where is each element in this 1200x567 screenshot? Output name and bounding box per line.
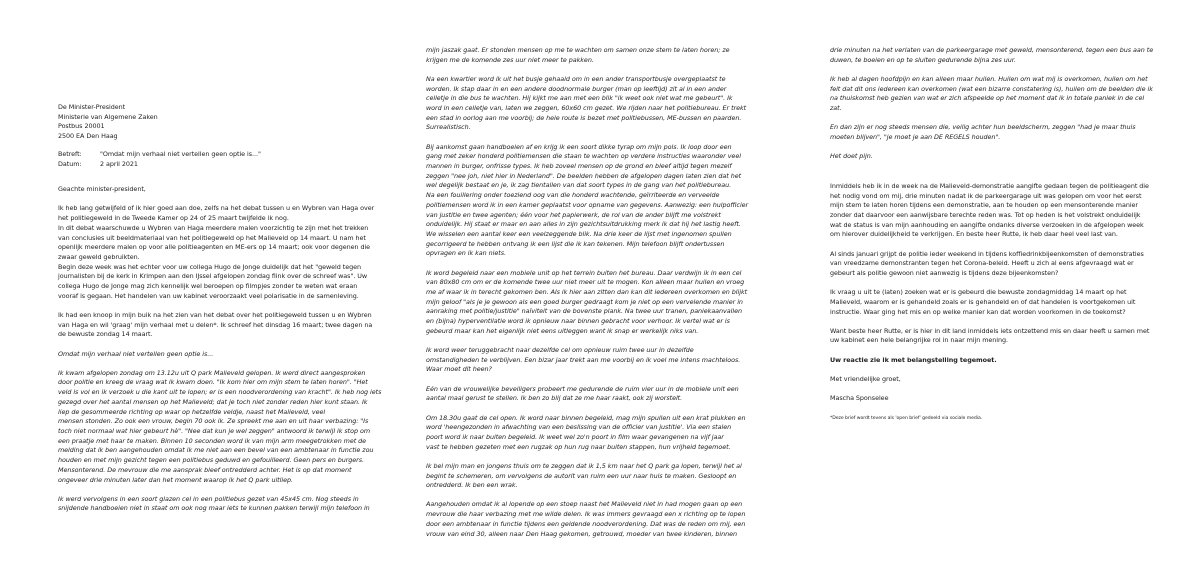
letter-paragraph: Bij aankomst gaan handboeien af en krijg ik een soort dikke tyrap om mijn pols. Ik loop door een gang met zeker honderd politiemensen die staan te wachten op verdere instructies waaronder veel mannen in burger, onfrisse types. Ik heb zoveel mensen op de grond en bleef altijd tegen mezelf zeggen "nee joh, niet hier in Nederland". De beelden hebben de afgelopen dagen laten zien dat het wel degelijk bestaat en je, ik zag tientallen van dat soort types in de gang van het politiebureau. Na een fouillering onder toeziend oog van die honderd wachtende, geïrriteerde en verveelde politiemensen word ik in een kamer geplaatst voor opname van gegevens. Aanwezig: een hulpofficier van justitie en twee agenten; één voor het papierwerk, de rol van de ander blijft me volstrekt onduidelijk. Hij staat er maar en aan alles in zijn gezichtsuitdrukking merk ik dat hij het lastig heeft. We wisselen een aantal keer een veelzeggende blik. Na drie keer de lijst met ingenomen spullen gecorrigeerd te hebben ontvang ik een lijst die ik kan tekenen. Mijn telefoon blijft ondertussen opvragen en ik kan niets. <box>426 142 749 258</box>
page-3-paragraphs <box>830 46 1170 404</box>
subject-value: "Omdat mijn verhaal niet vertellen geen optie is..." <box>100 149 261 158</box>
letter-paragraph: Het doet pijn. <box>830 152 873 161</box>
recipient-address: De Minister-President Ministerie van Algemene Zaken Postbus 20001 2500 EA Den Haag <box>58 103 158 141</box>
letter-paragraph: Ik heb lang getwijfeld of ik hier goed aan doe, zelfs na het debat tussen u en Wybren van Haga over het politiegeweld in de Tweede Kamer op 24 of 25 maart twijfelde ik nog. In dit debat waarschuwde u Wybren van Haga meerdere malen voorzichtig te zijn met het trekken van conclusies uit beeldmateriaal van het politiegeweld op het Malieveld op 14 maart. U nam het openlijk meerdere malen op voor alle politieagenten en ME-ers op 14 maart; ook voor degenen die zwaar geweld gebruikten. Begin deze week was het echter voor uw collega Hugo de Jonge duidelijk dat het "geweld tegen journalisten bij de kerk in Krimpen aan den IJssel afgelopen zondag flink over de schreef was". Uw collega Hugo de Jonge mag zich kennelijk wel beroepen op filmpjes zonder te weten wat eraan vooraf is gegaan. Het handelen van uw kabinet veroorzaakt veel polarisatie in de samenleving. <box>58 204 375 300</box>
letter-paragraph: Want beste heer Rutte, er is hier in dit land inmiddels iets ontzettend mis en daar heeft u samen met uw kabinet een hele belangrijke rol in naar mijn mening. <box>830 326 1150 345</box>
date-label: Datum: <box>58 159 82 168</box>
letter-paragraph: Ik word weer teruggebracht naar dezelfde cel om opnieuw ruim twee uur in dezelfde omstandigheden te verblijven. Een bizar jaar trekt aan me voorbij en ik voel me intens machteloos. Waar moet dit heen? <box>426 345 741 374</box>
letter-paragraph: Ik vraag u uit te (laten) zoeken wat er is gebeurd die bewuste zondagmiddag 14 maart op het Malieveld, waarom er is gehandeld zoals er is gehandeld en of dat handelen is voortgekomen uit instructie. Waar ging het mis en op welke manier kan dat worden voorkomen in de toekomst? <box>830 288 1136 316</box>
letter-paragraph: Na een kwartier word ik uit het busje gehaald om in een ander transportbusje overgeplaatst te worden. Ik stap daar in en een andere doodnormale burger (man op leeftijd) zit al in een ander celletje in die bus te wachten. Hij kijkt me aan met een blik "ik weet ook niet wat me gebeurt". Ik word in een celletje van, laten we zeggen, 60x60 cm gezet. We rijden naar het politiebureau. Er trekt een stad in oorlog aan me voorbij; de hele route is bezet met politiebussen, ME-bussen en paarden. Surrealistisch. <box>426 74 747 132</box>
letter-meta <box>58 150 396 169</box>
letter-paragraph: Mascha Sponselee <box>830 394 889 403</box>
letter-paragraph: Ik heb al dagen hoofdpijn en kan alleen maar huilen. Huilen om wat mij is overkomen, huilen om het feit dat dit ons iedereen kan overkomen (wat een bizarre constatering is), huilen om de beelden die ik na thuiskomst heb gezien van wat er zich afspeelde op het moment dat ik in totale paniek in de cel zat. <box>830 74 1153 113</box>
letter-paragraph: Omdat mijn verhaal niet vertellen geen optie is... <box>58 349 214 358</box>
letter-paragraph: Al sinds januari grijpt de politie ieder weekend in tijdens koffiedrinkbijeenkomsten of demonstraties van vreedzame demonstranten tegen het Corona-beleid. Heeft u zich al eens afgevraagd wat er gebeurt als politie gewoon niet aanwezig is tijdens deze bijeenkomsten? <box>830 249 1144 277</box>
letter-paragraph: Om 18.30u gaat de cel open. Ik word naar binnen begeleid, mag mijn spullen uit een krat plukken en word 'heengezonden in afwachting van een beslissing van de officier van justitie'. Via een stalen poort word ik naar buiten begeleid. Ik weet wel zo'n poort in film waar gevangenen na vijf jaar vast te hebben gezeten met een rugzak op hun rug naar buiten stappen, hun vrijheid tegemoet. <box>426 413 746 451</box>
salutation: Geachte minister-president, <box>58 185 146 194</box>
letter-paragraph: En dan zijn er nog steeds mensen die, veilig achter hun beeldscherm, zeggen "had je maar thuis moeten blijven", "je moet je aan DE REGELS houden". <box>830 123 1136 141</box>
page-1-paragraphs <box>58 204 396 514</box>
date-value: 2 april 2021 <box>100 159 138 168</box>
footnote: *Deze brief wordt tevens als 'open brief' gedeeld via sociale media. <box>830 415 983 421</box>
letter-page-1 <box>58 0 396 567</box>
letter-paragraph: drie minuten na het verlaten van de parkeergarage met geweld, mensonterend, tegen een bus aan te duwen, te boeien en op te sluiten gedurende bijna zes uur. <box>830 46 1154 64</box>
letter-page-3 <box>830 0 1170 567</box>
letter-paragraph: Ik kwam afgelopen zondag om 13.12u uit Q park Malieveld gelopen. Ik werd direct aangesproken door politie en kreeg de vraag wat ik kwam doen. "Ik kom hier om mijn stem te laten horen". "Het veld is vol en ik verzoek u die kant uit te lopen; er is een noodverordening van kracht". Ik heb nog iets gezegd over het aantal mensen op het Malieveld; dat je toch niet zonder reden hier kunt staan. Ik liep de gesommeerde richting op waar op hetzelfde veldje, naast het Malieveld, veel mensen stonden. Zo ook een vrouw, begin 70 ook ik. Ze spreekt me aan en uit haar verbazing: "Is toch niet normaal wat hier gebeurt hè". "Nee dat kun je wel zeggen" antwoord ik terwijl ik stop om een praatje met haar te maken. Binnen 10 seconden word ik van mijn arm meegetrokken met de melding dat ik ben aangehouden omdat ik me niet aan een bevel van een ambtenaar in functie zou houden en met mijn gezicht tegen een politiebus geduwd en gefouilleerd. Geen pers en burgers. Mensonterend. De mevrouw die me aansprak bleef ontredderd achter. Het is op dat moment ongeveer drie minuten later dan het moment waarop ik het Q park uitliep. <box>58 368 382 484</box>
letter-paragraph: Uw reactie zie ik met belangstelling tegemoet. <box>830 355 997 364</box>
page-2-paragraphs <box>426 46 766 539</box>
letter-paragraph: Ik had een knoop in mijn buik na het zien van het debat over het politiegeweld tussen u en Wybren van Haga en wil 'graag' mijn verhaal met u delen*. Ik schreef het dinsdag 16 maart; twee dagen na de bewuste zondag 14 maart. <box>58 310 373 339</box>
letter-paragraph: Ik bel mijn man en jongens thuis om te zeggen dat ik 1,5 km naar het Q park ga lopen, terwijl het al begint te schemeren, om vervolgens de autorit van ruim een uur naar huis te maken. Gesloopt en ontredderd. Ik ben een wrak. <box>426 461 742 490</box>
letter-paragraph: Eén van de vrouwelijke beveiligers probeert me gedurende de ruim vier uur in de mobiele unit een aantal maal gerust te stellen. Ik ben zo blij dat ze me haar raakt, ook zij worstelt. <box>426 384 739 403</box>
letter-paragraph: Ik werd vervolgens in een soort glazen cel in een politiebus gezet van 45x45 cm. Nog steeds in snijdende handboeien niet in staat om ook nog maar iets te kunnen pakken terwijl mijn telefoon in <box>58 494 370 513</box>
letter-paragraph: Aangehouden omdat ik al lopende op een stoep naast het Malieveld niet in had mogen gaan op een mevrouw die haar verbazing met me wilde delen. Ik was immers gevraagd een x richting op te lopen door een ambtenaar in functie tijdens een geldende noodverordening. Dat was de reden om mij, een vrouw van eind 30, alleen naar Den Haag gekomen, getrouwd, moeder van twee kinderen, binnen <box>426 500 746 538</box>
letter-paragraph: Ik word begeleid naar een mobiele unit op het terrein buiten het bureau. Daar verdwijn ik in een cel van 80x80 cm om er de komende twee uur niet meer uit te mogen. Kon alleen maar huilen en vroeg me af waar ik in terecht gekomen ben. Als ik hier aan zitten dan kan dit iedereen overkomen en blijkt mijn geloof "als je je gewoon als een goed burger gedraagt kom je niet op een vervelende manier in aanraking met politie/justitie" naïviteit van de bovenste plank. Na twee uur tranen, paniekaanvallen en (bijna) hyperventilatie word ik opnieuw naar binnen gebracht voor verhoor. Ik vertel wat er is gebeurd maar kan het eigenlijk niet eens uitleggen want ik snap er werkelijk niks van. <box>426 268 748 335</box>
subject-label: Betreft: <box>58 149 82 158</box>
letter-page-2 <box>426 0 766 567</box>
letter-paragraph: Inmiddels heb ik in de week na de Malieveld-demonstratie aangifte gedaan tegen de politieagent die het nodig vond om mij, drie minuten nadat ik de parkeergarage uit was gelopen om voor het eerst mijn stem te laten horen tijdens een demonstratie, aan te houden op een mensonterende manier zonder dat daarvoor een aanwijsbare terechte reden was. Tot op heden is het volstrekt onduidelijk wat de status is van mijn aanhouding en aangifte ondanks diverse verzoeken in de afgelopen week om hierover duidelijkheid te verkrijgen. En beste heer Rutte, ik heb daar heel veel last van. <box>830 181 1149 239</box>
letter-paragraph: mijn jaszak gaat. Er stonden mensen op me te wachten om samen onze stem te laten horen; ze krijgen me de komende zes uur niet meer te pakken. <box>426 46 730 64</box>
letter-paragraph: Met vriendelijke groet, <box>830 374 901 383</box>
